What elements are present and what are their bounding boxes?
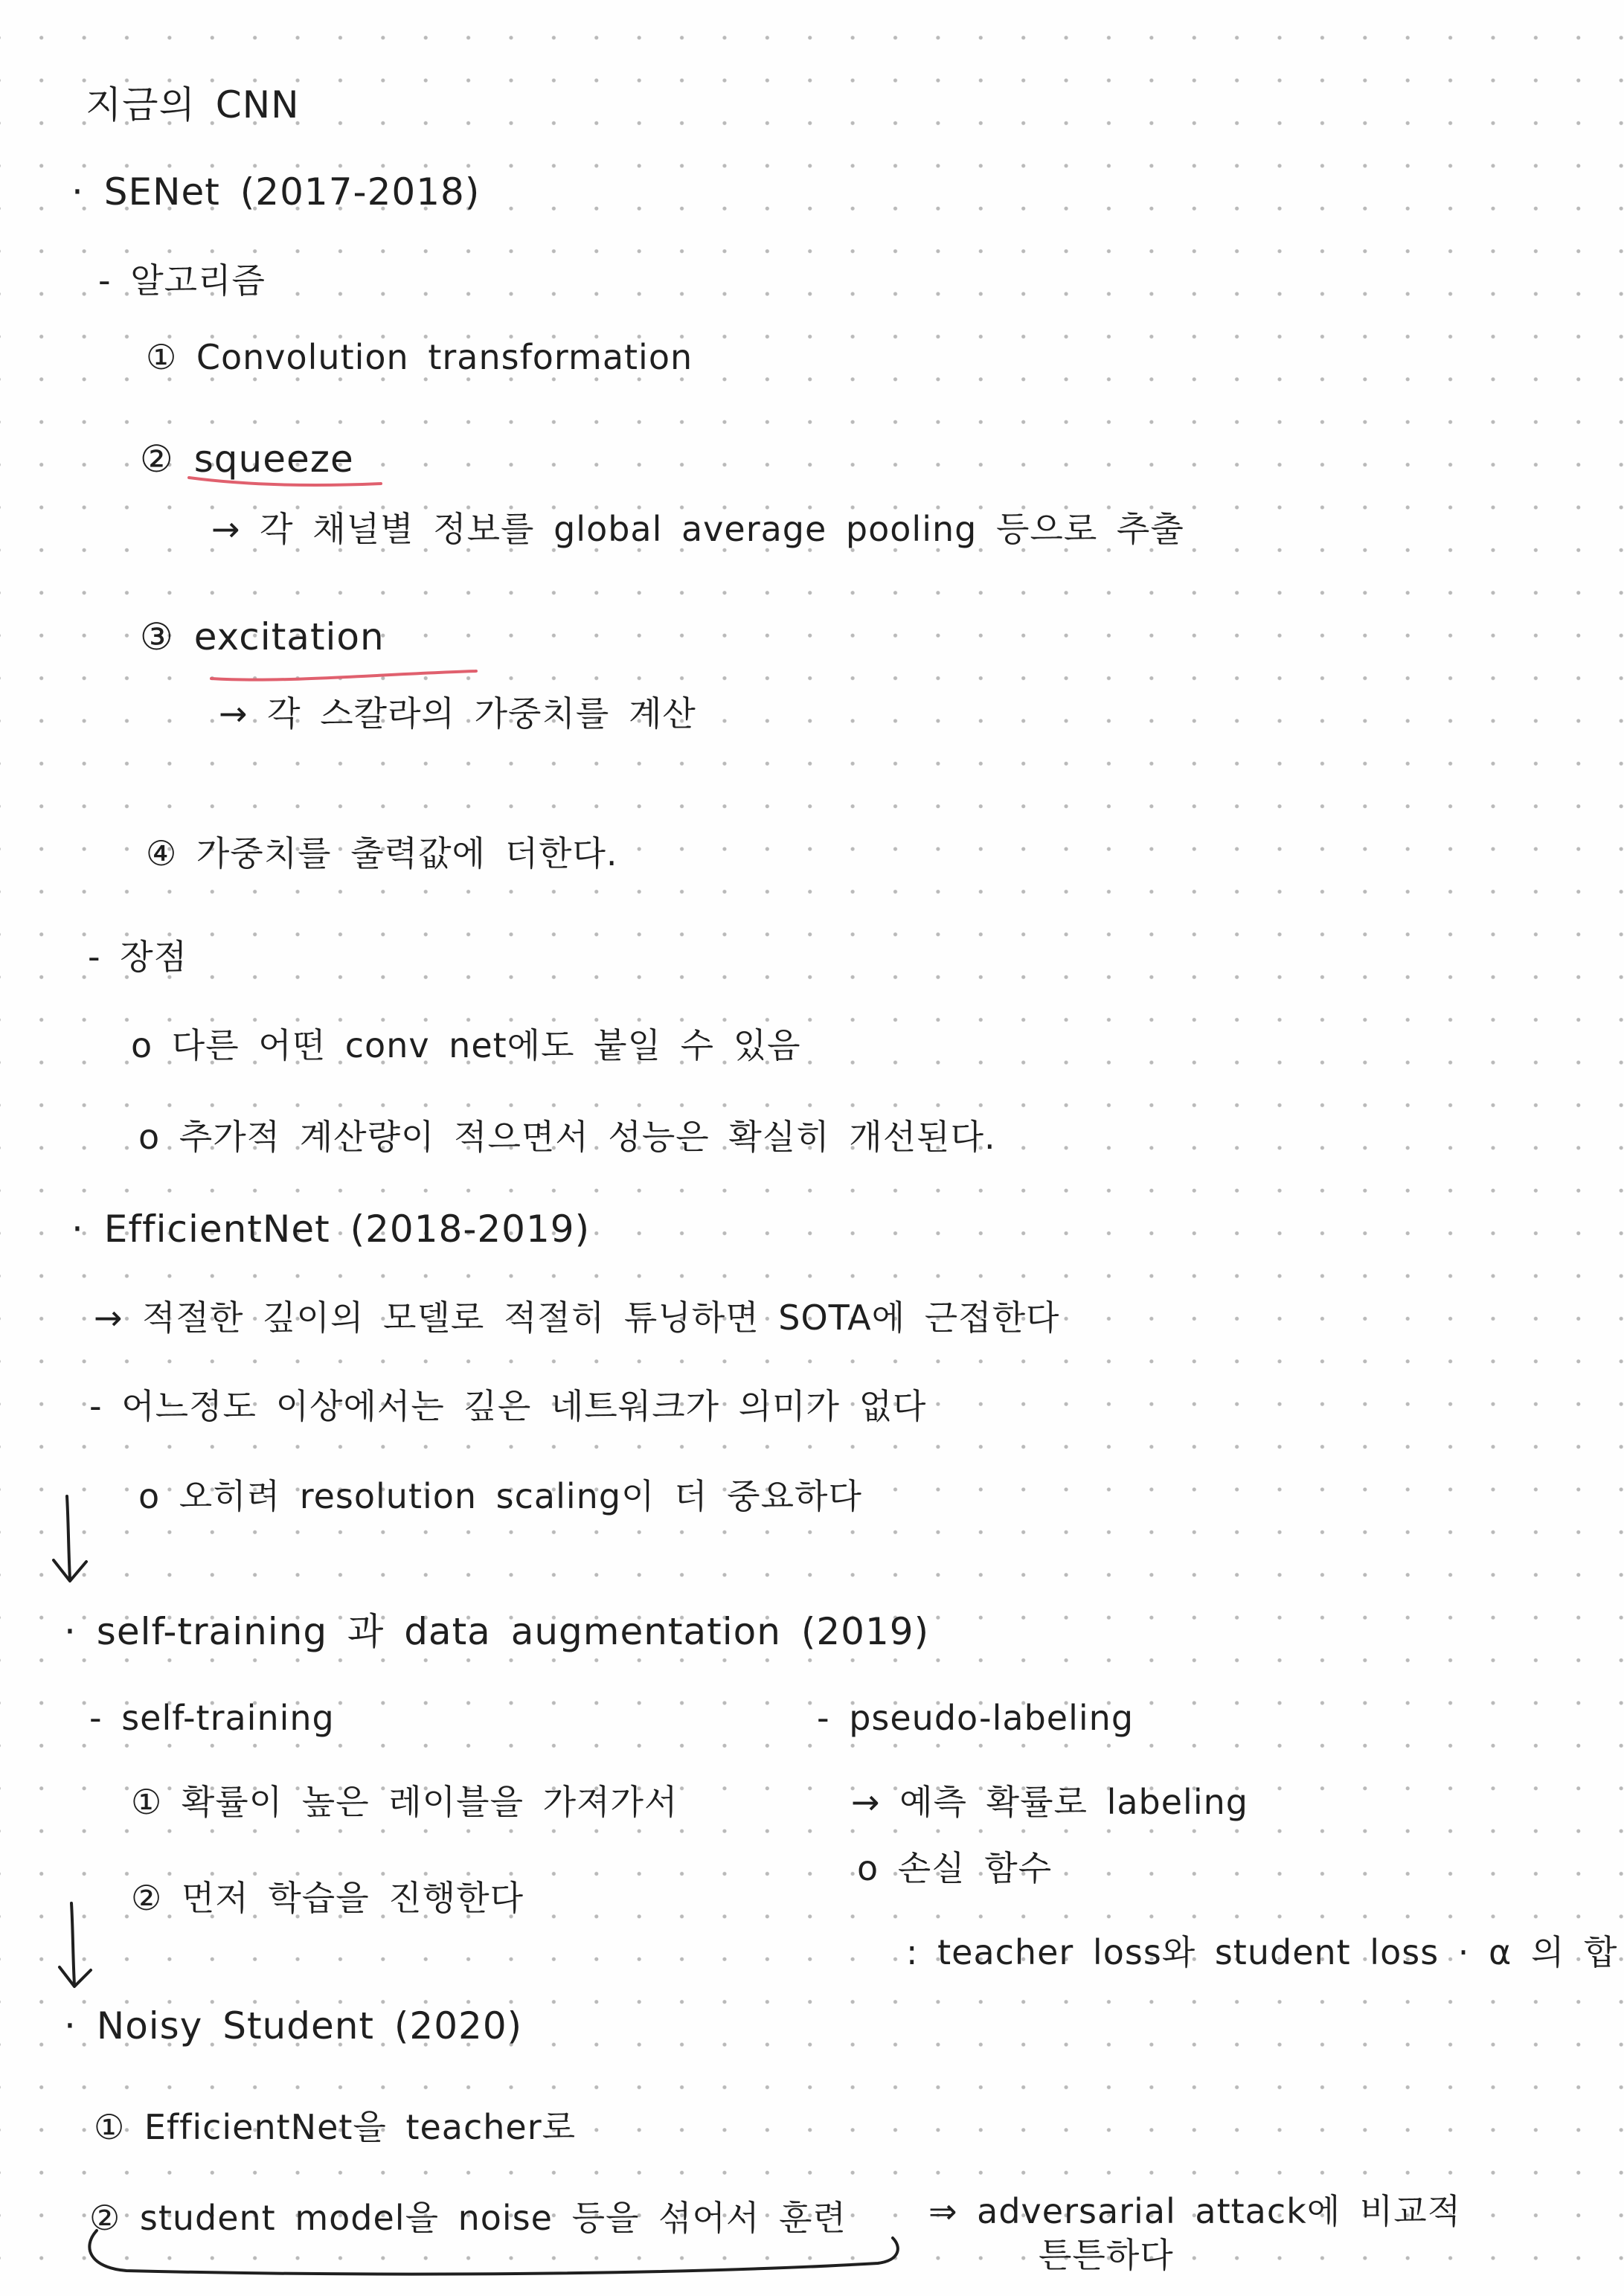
self-training-step-2: ② 먼저 학습을 진행한다 (131, 1878, 524, 1918)
pro-item-1: o 다른 어떤 conv net에도 붙일 수 있음 (131, 1025, 801, 1065)
noisy-student-step-1: ① EfficientNet을 teacher로 (94, 2107, 577, 2147)
self-training-heading: · self-training 과 data augmentation (2019) (64, 1610, 930, 1653)
pro-item-2: o 추가적 계산량이 적으면서 성능은 확실히 개선된다. (138, 1117, 996, 1157)
senet-step-1: ① Convolution transformation (146, 337, 693, 377)
noisy-student-result-line-1: ⇒ adversarial attack에 비교적 (928, 2191, 1462, 2231)
loss-function-label: o 손실 함수 (857, 1848, 1053, 1888)
algorithm-label: - 알고리즘 (98, 260, 266, 301)
squeeze-underline (186, 470, 387, 493)
self-training-label: - self-training (89, 1698, 335, 1738)
down-arrow-icon (52, 1899, 104, 1995)
step-2-underline (74, 2225, 908, 2284)
noisy-student-result-line-2: 튼튼하다 (1039, 2235, 1174, 2275)
efficientnet-point-3: o 오히려 resolution scaling이 더 중요하다 (138, 1476, 862, 1516)
senet-step-2: ② squeeze (140, 437, 354, 481)
pseudo-labeling-label: - pseudo-labeling (817, 1698, 1134, 1738)
noisy-student-step-2: ② student model을 noise 등을 섞어서 훈련 (89, 2198, 847, 2238)
senet-step-2-desc: → 각 채널별 정보를 global average pooling 등으로 추출 (211, 509, 1184, 549)
noisy-student-heading: · Noisy Student (2020) (64, 2004, 523, 2048)
pros-label: - 장점 (88, 937, 188, 977)
senet-heading: · SENet (2017-2018) (71, 170, 481, 214)
senet-step-3: ③ excitation (140, 615, 385, 658)
self-training-step-1: ① 확률이 높은 레이블을 가져가서 (131, 1782, 678, 1822)
senet-step-4: ④ 가중치를 출력값에 더한다. (146, 833, 618, 873)
excitation-underline (208, 667, 484, 689)
page-title: 지금의 CNN (86, 83, 300, 126)
down-arrow-icon (46, 1492, 98, 1588)
pseudo-labeling-desc: → 예측 확률로 labeling (851, 1782, 1248, 1822)
senet-step-3-desc: → 각 스칼라의 가중치를 계산 (219, 693, 696, 734)
efficientnet-heading: · EfficientNet (2018-2019) (71, 1208, 591, 1251)
loss-function-desc: : teacher loss와 student loss · α 의 합 (906, 1932, 1618, 1972)
efficientnet-point-2: - 어느정도 이상에서는 깊은 네트워크가 의미가 없다 (89, 1386, 927, 1426)
efficientnet-point-1: → 적절한 깊이의 모델로 적절히 튜닝하면 SOTA에 근접한다 (94, 1298, 1060, 1338)
